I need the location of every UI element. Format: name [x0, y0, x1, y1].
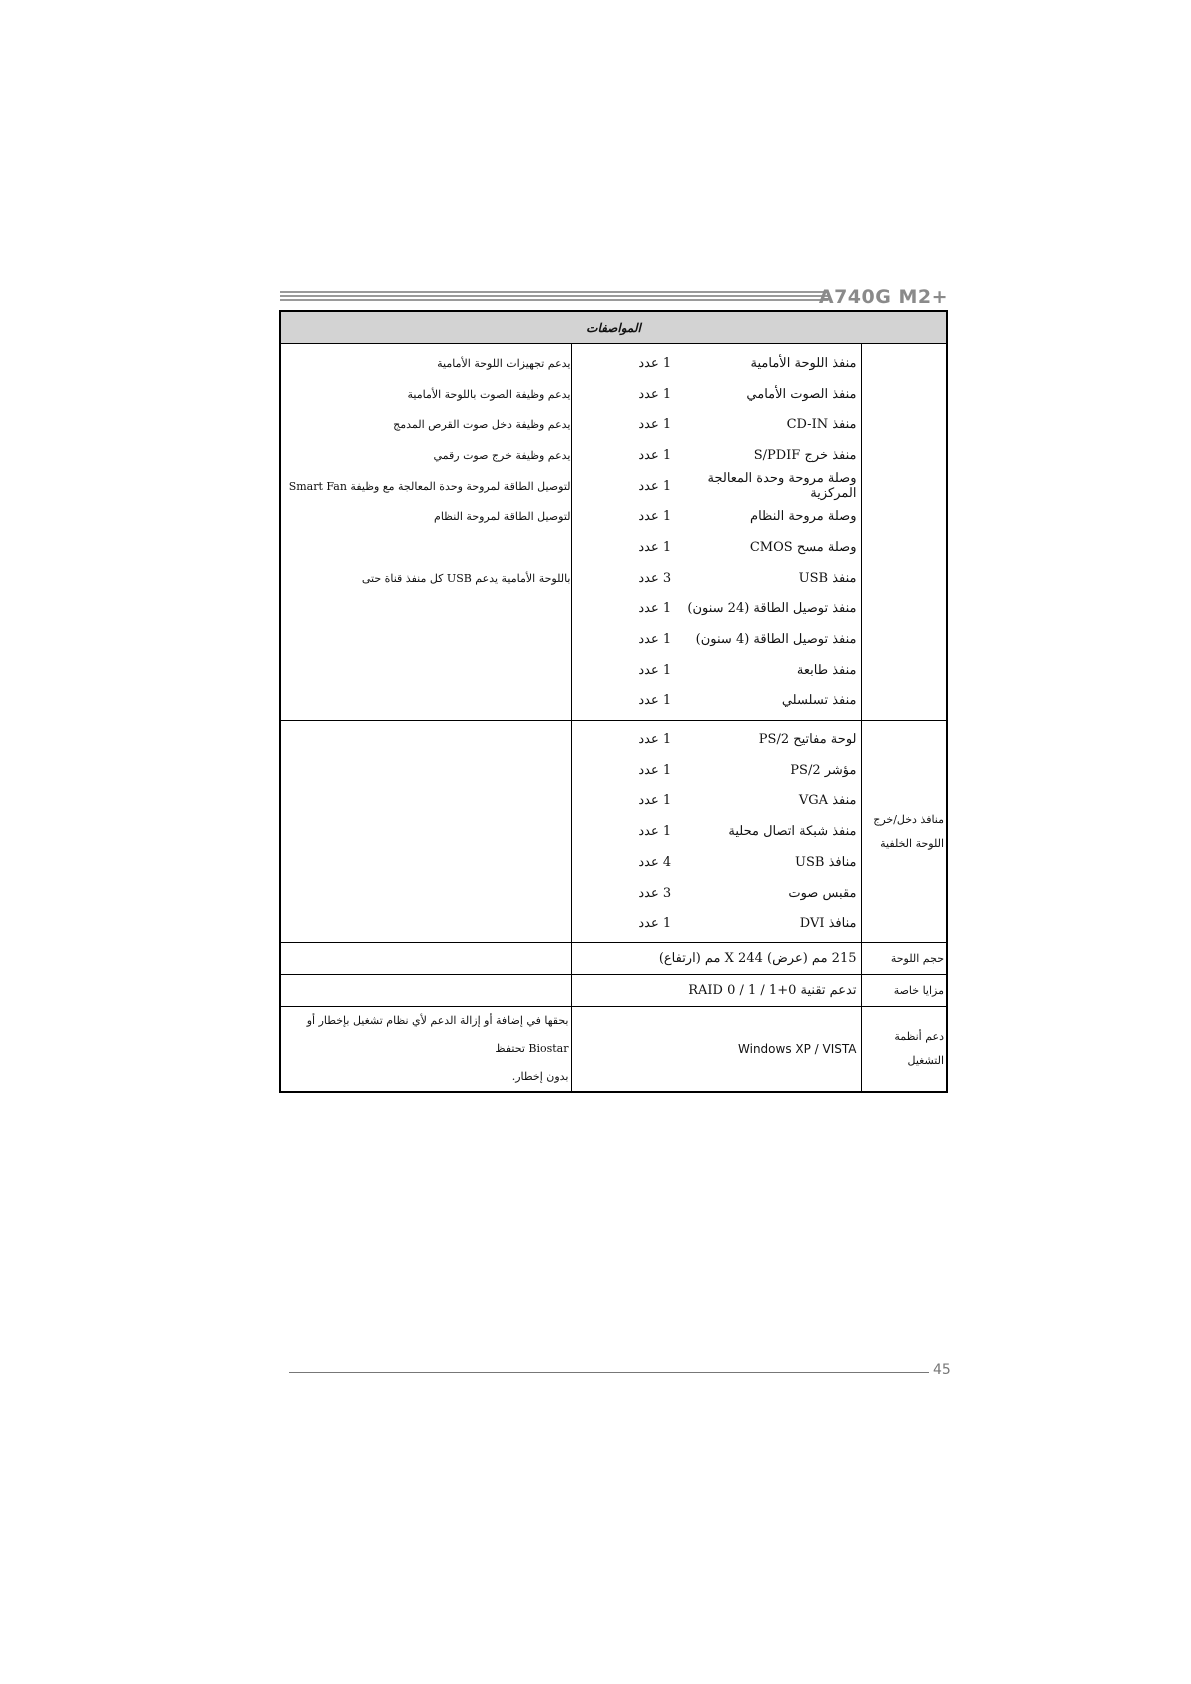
table-caption: المواصفات: [280, 311, 947, 344]
note-line: [281, 655, 571, 686]
section2-category: [861, 721, 947, 943]
list-item: منفذ تسلسلي 1 عدد: [638, 693, 857, 709]
list-item: منفذ توصيل الطاقة (4 سنون) 1 عدد: [638, 632, 857, 648]
notes-column: [280, 344, 571, 721]
list-item: منفذ خرج S/PDIF 1 عدد: [638, 447, 857, 463]
board-size-row: [280, 943, 947, 975]
board-size-note: [280, 943, 571, 975]
list-item: منفذ اللوحة الأمامية 1 عدد: [638, 355, 857, 371]
items-column: [571, 721, 861, 943]
list-item: منفذ USB 3 عدد: [638, 570, 857, 586]
note-line: يدعم وظيفة خرج صوت رقمي: [433, 448, 571, 462]
header-rule-lines: [280, 291, 828, 303]
os-note-line: بحقها في إضافة أو إزالة الدعم لأي نظام تشغيل بإخطار أو Biostar تحتفظ: [306, 1014, 569, 1056]
os-support-row: [280, 1007, 947, 1093]
os-note-line: بدون إخطار.: [511, 1070, 569, 1084]
section1-category: [861, 344, 947, 721]
board-size-value: 215 مم (عرض) X 244 مم (ارتفاع): [571, 943, 861, 975]
note-line: لتوصيل الطاقة لمروحة النظام: [434, 510, 571, 524]
features-value: تدعم تقنية RAID 0 / 1 / 1+0: [571, 975, 861, 1007]
list-item: منافذ DVI 1 عدد: [638, 916, 857, 932]
notes-column: [280, 721, 571, 943]
note-line: [281, 624, 571, 655]
list-item: وصلة مسح CMOS 1 عدد: [638, 539, 857, 555]
os-note: [280, 1007, 571, 1093]
items-column: [571, 344, 861, 721]
list-item: منفذ VGA 1 عدد: [638, 793, 857, 809]
note-line: يدعم تجهيزات اللوحة الأمامية: [437, 356, 571, 370]
note-line: [281, 532, 571, 563]
category-line: منافذ دخل/خرج: [873, 812, 945, 826]
page-header: [280, 288, 948, 310]
special-features-row: [280, 975, 947, 1007]
list-item: منافذ USB 4 عدد: [638, 854, 857, 870]
features-label: مزايا خاصة: [861, 975, 947, 1007]
list-item: مقبس صوت 3 عدد: [638, 885, 857, 901]
os-label: دعم أنظمة التشغيل: [861, 1007, 947, 1093]
note-line: يدعم وظيفة دخل صوت القرص المدمج: [393, 418, 571, 432]
internal-connectors-section: [280, 344, 947, 721]
list-item: لوحة مفاتيح PS/2 1 عدد: [638, 732, 857, 748]
list-item: منفذ طابعة 1 عدد: [638, 662, 857, 678]
note-line: باللوحة الأمامية يدعم USB كل منفذ قناة حتى: [361, 571, 571, 585]
table-caption-row: [280, 311, 947, 344]
list-item: وصلة مروحة النظام 1 عدد: [638, 509, 857, 525]
category-line: اللوحة الخلفية: [880, 836, 945, 850]
model-title: A740G M2+: [818, 286, 948, 308]
os-value: Windows XP / VISTA: [571, 1007, 861, 1093]
note-line: [281, 594, 571, 625]
features-note: [280, 975, 571, 1007]
list-item: منفذ شبكة اتصال محلية 1 عدد: [638, 824, 857, 840]
board-size-label: حجم اللوحة: [861, 943, 947, 975]
note-line: لتوصيل الطاقة لمروحة وحدة المعالجة مع وظيفة Smart Fan: [288, 479, 571, 493]
list-item: وصلة مروحة وحدة المعالجة المركزية 1 عدد: [638, 471, 857, 502]
specifications-table: [279, 310, 948, 1093]
list-item: منفذ CD-IN 1 عدد: [638, 417, 857, 433]
note-line: [281, 686, 571, 717]
note-line: يدعم وظيفة الصوت باللوحة الأمامية: [407, 387, 571, 401]
list-item: منفذ الصوت الأمامي 1 عدد: [638, 386, 857, 402]
list-item: مؤشر PS/2 1 عدد: [638, 762, 857, 778]
footer-rule: [289, 1372, 929, 1373]
list-item: منفذ توصيل الطاقة (24 سنون) 1 عدد: [638, 601, 857, 617]
back-panel-section: [280, 721, 947, 943]
page-number: 45: [933, 1362, 951, 1378]
